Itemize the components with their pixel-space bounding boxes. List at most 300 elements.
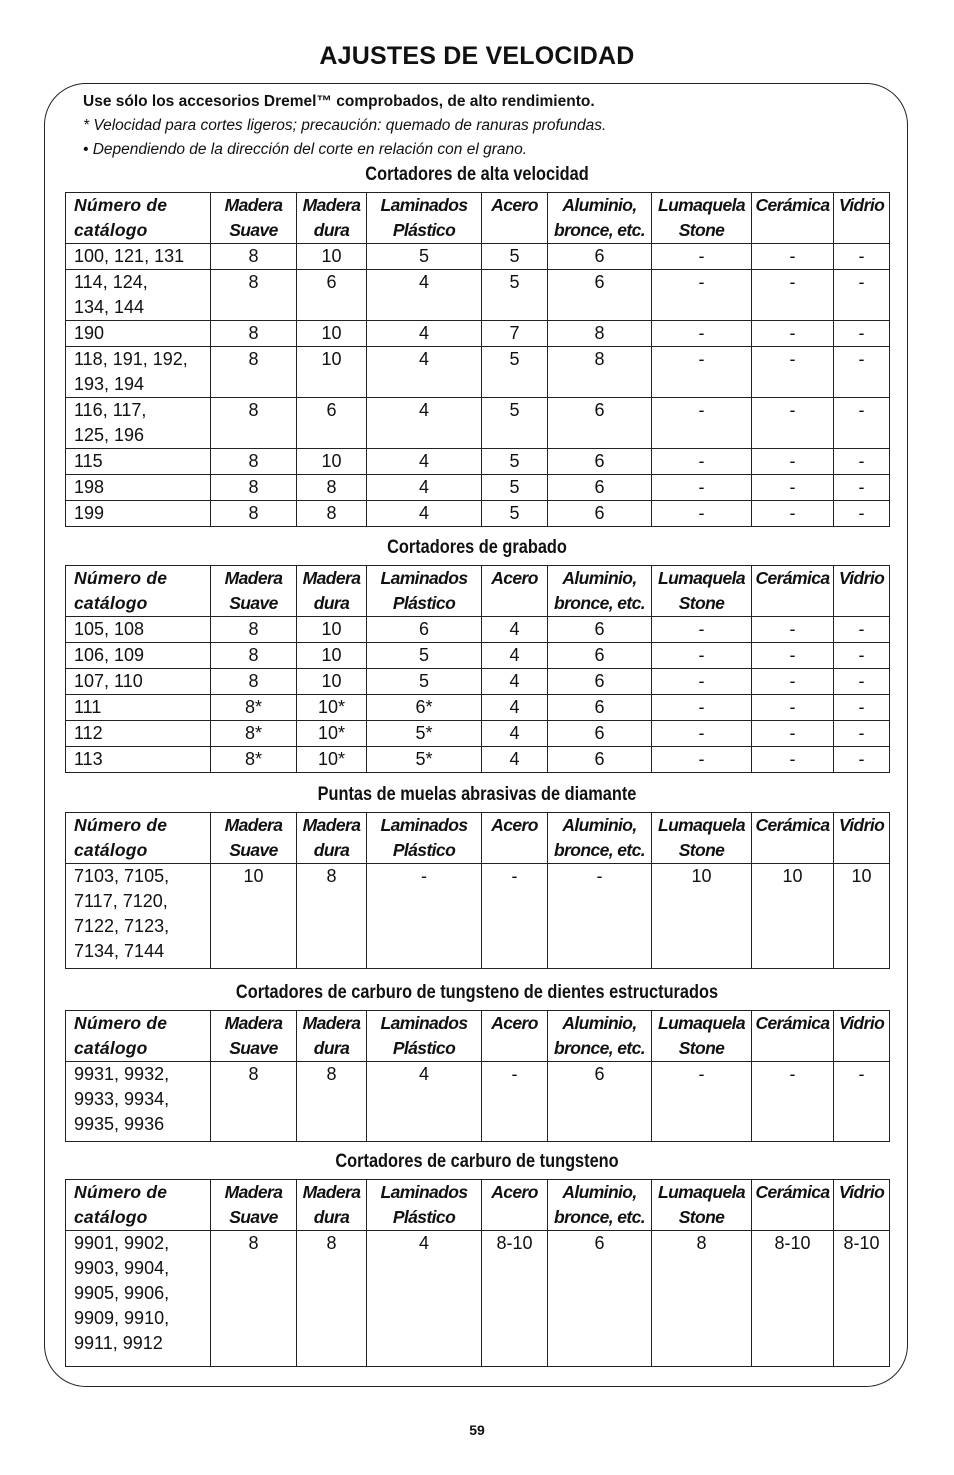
header-line: Número de — [74, 1013, 168, 1033]
catalog-number-line: 9911, 9912 — [74, 1333, 163, 1353]
header-line: Plástico — [392, 220, 456, 240]
header-line: Madera — [302, 1013, 361, 1033]
speed-cell-madera-dura: 8 — [297, 475, 367, 501]
catalog-cell — [66, 721, 211, 747]
header-acero — [482, 1011, 548, 1062]
table-row — [66, 643, 890, 669]
speed-cell-lumaquela-stone: - — [652, 449, 752, 475]
header-line — [752, 1036, 833, 1061]
speed-cell-aluminio-bronce: 6 — [548, 721, 652, 747]
speed-cell-laminados-plastico: 4 — [367, 475, 482, 501]
speed-cell-madera-dura: 10 — [297, 643, 367, 669]
speed-cell-aluminio-bronce: 6 — [548, 669, 652, 695]
speed-cell-madera-dura: 10 — [297, 449, 367, 475]
header-line — [482, 838, 547, 863]
speed-cell-acero: 7 — [482, 321, 548, 347]
header-line: Cerámica — [755, 815, 830, 835]
header-madera-dura — [297, 813, 367, 864]
header-line: dura — [313, 220, 350, 240]
speed-cell-lumaquela-stone: - — [652, 747, 752, 773]
table-row — [66, 321, 890, 347]
catalog-number-line: 114, 124, — [74, 272, 148, 292]
header-aluminio-bronce — [548, 1180, 652, 1231]
speed-cell-lumaquela-stone: - — [652, 244, 752, 270]
speed-cell-lumaquela-stone: 8 — [652, 1231, 752, 1367]
speed-cell-vidrio: - — [834, 617, 890, 643]
speed-cell-madera-suave: 8* — [211, 747, 297, 773]
header-laminados-plastico — [367, 1011, 482, 1062]
header-line: Suave — [229, 593, 278, 613]
table-row — [66, 244, 890, 270]
header-line: Madera — [224, 1182, 283, 1202]
speed-cell-vidrio: - — [834, 398, 890, 449]
speed-cell-madera-suave: 8 — [211, 643, 297, 669]
speed-cell-ceramica: - — [752, 747, 834, 773]
speed-cell-acero: 5 — [482, 475, 548, 501]
catalog-number-line: 7134, 7144 — [74, 941, 165, 961]
speed-cell-madera-suave: 10 — [211, 864, 297, 969]
catalog-number-line: 199 — [74, 503, 105, 523]
speed-cell-vidrio: - — [834, 721, 890, 747]
speed-cell-acero: 4 — [482, 695, 548, 721]
speed-cell-acero: - — [482, 1062, 548, 1142]
header-line: Laminados — [380, 1013, 468, 1033]
header-line: Plástico — [392, 1207, 456, 1227]
header-line: Laminados — [380, 195, 468, 215]
speed-cell-acero: 5 — [482, 244, 548, 270]
catalog-cell — [66, 617, 211, 643]
header-line: Suave — [229, 220, 278, 240]
header-line: dura — [313, 593, 350, 613]
header-vidrio — [834, 813, 890, 864]
header-catalog — [66, 193, 211, 244]
speed-section — [65, 1149, 889, 1367]
speed-cell-vidrio: 10 — [834, 864, 890, 969]
speed-cell-ceramica: - — [752, 321, 834, 347]
speed-cell-lumaquela-stone: - — [652, 347, 752, 398]
speed-cell-ceramica: - — [752, 617, 834, 643]
speed-cell-acero: 4 — [482, 747, 548, 773]
table-row — [66, 1231, 890, 1367]
speed-cell-lumaquela-stone: - — [652, 270, 752, 321]
speed-cell-aluminio-bronce: 6 — [548, 244, 652, 270]
catalog-number-line: 9933, 9934, — [74, 1089, 170, 1109]
catalog-number-line: 198 — [74, 477, 105, 497]
speed-table — [65, 812, 890, 969]
speed-cell-aluminio-bronce: 6 — [548, 617, 652, 643]
header-line: Suave — [229, 1207, 278, 1227]
header-ceramica — [752, 566, 834, 617]
speed-cell-acero: 4 — [482, 617, 548, 643]
header-line: Número de — [74, 1182, 168, 1202]
catalog-cell — [66, 449, 211, 475]
speed-cell-madera-dura: 10* — [297, 695, 367, 721]
header-line: Aluminio, — [562, 568, 637, 588]
catalog-number-line: 116, 117, — [74, 400, 147, 420]
speed-cell-vidrio: - — [834, 449, 890, 475]
speed-cell-lumaquela-stone: - — [652, 617, 752, 643]
catalog-cell — [66, 475, 211, 501]
catalog-number-line: 107, 110 — [74, 671, 143, 691]
header-line: Madera — [224, 1013, 283, 1033]
speed-cell-laminados-plastico: 5 — [367, 244, 482, 270]
speed-cell-acero: 5 — [482, 270, 548, 321]
header-catalog — [66, 566, 211, 617]
header-line — [834, 218, 889, 243]
speed-cell-aluminio-bronce: - — [548, 864, 652, 969]
speed-cell-ceramica: 10 — [752, 864, 834, 969]
header-line: Laminados — [380, 815, 468, 835]
header-line: Madera — [224, 568, 283, 588]
speed-cell-laminados-plastico: 5 — [367, 643, 482, 669]
speed-cell-laminados-plastico: 4 — [367, 398, 482, 449]
header-line: dura — [313, 840, 350, 860]
catalog-number-line: 113 — [74, 749, 103, 769]
catalog-number-line: 100, 121, 131 — [74, 246, 185, 266]
speed-cell-aluminio-bronce: 6 — [548, 449, 652, 475]
header-line: Acero — [491, 568, 538, 588]
header-madera-dura — [297, 1180, 367, 1231]
header-line — [834, 591, 889, 616]
speed-cell-ceramica: - — [752, 721, 834, 747]
speed-cell-vidrio: - — [834, 501, 890, 527]
speed-cell-aluminio-bronce: 8 — [548, 321, 652, 347]
speed-cell-madera-dura: 10* — [297, 721, 367, 747]
header-ceramica — [752, 1180, 834, 1231]
header-line: Lumaquela — [658, 815, 745, 835]
speed-section — [65, 980, 889, 1142]
speed-cell-vidrio: - — [834, 669, 890, 695]
header-line: Stone — [678, 840, 725, 860]
catalog-number-line: 118, 191, 192, — [74, 349, 188, 369]
header-line: Cerámica — [755, 568, 830, 588]
usage-notes — [83, 90, 903, 162]
catalog-number-line: 9931, 9932, — [74, 1064, 170, 1084]
header-vidrio — [834, 193, 890, 244]
header-line: Lumaquela — [658, 568, 745, 588]
header-lumaquela-stone — [652, 566, 752, 617]
speed-cell-ceramica: - — [752, 669, 834, 695]
catalog-cell — [66, 643, 211, 669]
catalog-number-line: 134, 144 — [74, 297, 145, 317]
speed-cell-ceramica: - — [752, 398, 834, 449]
speed-cell-madera-suave: 8 — [211, 347, 297, 398]
speed-cell-laminados-plastico: 4 — [367, 347, 482, 398]
header-line: Aluminio, — [562, 1182, 637, 1202]
catalog-cell — [66, 669, 211, 695]
header-madera-suave — [211, 566, 297, 617]
header-line — [482, 1036, 547, 1061]
header-line: Madera — [302, 568, 361, 588]
speed-cell-ceramica: - — [752, 449, 834, 475]
speed-cell-laminados-plastico: 5* — [367, 747, 482, 773]
speed-cell-acero: 5 — [482, 501, 548, 527]
speed-cell-madera-suave: 8 — [211, 475, 297, 501]
header-line — [834, 1205, 889, 1230]
header-line: Vidrio — [838, 195, 885, 215]
catalog-number-line: 193, 194 — [74, 374, 145, 394]
table-row — [66, 695, 890, 721]
header-line: Plástico — [392, 593, 456, 613]
section-title: Cortadores de grabado — [387, 537, 567, 558]
header-madera-suave — [211, 813, 297, 864]
header-ceramica — [752, 813, 834, 864]
header-line: Stone — [678, 1038, 725, 1058]
speed-cell-madera-dura: 10 — [297, 347, 367, 398]
header-ceramica — [752, 193, 834, 244]
header-line: Lumaquela — [658, 1182, 745, 1202]
header-line: Stone — [678, 1207, 725, 1227]
speed-cell-ceramica: 8-10 — [752, 1231, 834, 1367]
speed-cell-aluminio-bronce: 6 — [548, 695, 652, 721]
header-laminados-plastico — [367, 813, 482, 864]
speed-cell-madera-suave: 8 — [211, 321, 297, 347]
catalog-cell — [66, 747, 211, 773]
speed-cell-aluminio-bronce: 6 — [548, 475, 652, 501]
header-line: bronce, etc. — [553, 1207, 646, 1227]
table-row — [66, 347, 890, 398]
speed-cell-madera-dura: 6 — [297, 398, 367, 449]
catalog-cell — [66, 1231, 211, 1367]
speed-cell-acero: 5 — [482, 398, 548, 449]
speed-cell-ceramica: - — [752, 501, 834, 527]
catalog-number-line: 7122, 7123, — [74, 916, 170, 936]
speed-cell-laminados-plastico: 4 — [367, 501, 482, 527]
speed-cell-lumaquela-stone: - — [652, 398, 752, 449]
speed-cell-vidrio: - — [834, 321, 890, 347]
speed-cell-lumaquela-stone: - — [652, 501, 752, 527]
header-line: bronce, etc. — [553, 1038, 646, 1058]
catalog-cell — [66, 864, 211, 969]
header-line — [752, 218, 833, 243]
header-row — [66, 193, 890, 244]
speed-cell-lumaquela-stone: - — [652, 321, 752, 347]
header-line: Aluminio, — [562, 815, 637, 835]
header-line: Laminados — [380, 568, 468, 588]
catalog-number-line: 105, 108 — [74, 619, 145, 639]
header-laminados-plastico — [367, 566, 482, 617]
header-lumaquela-stone — [652, 1180, 752, 1231]
speed-cell-laminados-plastico: - — [367, 864, 482, 969]
catalog-cell — [66, 270, 211, 321]
speed-table — [65, 192, 890, 527]
catalog-cell — [66, 398, 211, 449]
header-line: Madera — [302, 195, 361, 215]
header-line — [752, 591, 833, 616]
catalog-cell — [66, 347, 211, 398]
speed-table — [65, 1010, 890, 1142]
speed-section — [65, 535, 889, 773]
speed-cell-laminados-plastico: 4 — [367, 270, 482, 321]
section-title: Cortadores de carburo de tungsteno — [335, 1151, 619, 1172]
header-line: Número de — [74, 568, 168, 588]
table-row — [66, 398, 890, 449]
header-line — [752, 1205, 833, 1230]
speed-cell-madera-dura: 10 — [297, 617, 367, 643]
catalog-number-line: 9905, 9906, — [74, 1283, 170, 1303]
table-row — [66, 864, 890, 969]
note-dremel-accessories: Use sólo los accesorios Dremel™ comprobados, de alto rendimiento. — [83, 93, 595, 110]
table-row — [66, 617, 890, 643]
table-row — [66, 501, 890, 527]
section-title: Cortadores de alta velocidad — [365, 164, 589, 185]
header-line: Lumaquela — [658, 195, 745, 215]
header-row — [66, 813, 890, 864]
catalog-number-line: 106, 109 — [74, 645, 145, 665]
speed-cell-madera-suave: 8 — [211, 1062, 297, 1142]
header-line: catálogo — [74, 1038, 148, 1058]
speed-section — [65, 162, 889, 527]
speed-cell-lumaquela-stone: - — [652, 643, 752, 669]
header-line: Madera — [224, 815, 283, 835]
speed-cell-madera-dura: 8 — [297, 1231, 367, 1367]
speed-cell-laminados-plastico: 5* — [367, 721, 482, 747]
header-line: Acero — [491, 195, 538, 215]
speed-cell-aluminio-bronce: 8 — [548, 347, 652, 398]
header-line: Vidrio — [838, 568, 885, 588]
speed-cell-acero: 4 — [482, 721, 548, 747]
speed-cell-acero: 4 — [482, 669, 548, 695]
speed-cell-ceramica: - — [752, 347, 834, 398]
speed-cell-madera-suave: 8 — [211, 669, 297, 695]
header-line: Plástico — [392, 840, 456, 860]
speed-cell-vidrio: - — [834, 695, 890, 721]
speed-cell-aluminio-bronce: 6 — [548, 1231, 652, 1367]
header-madera-suave — [211, 1011, 297, 1062]
header-catalog — [66, 1180, 211, 1231]
speed-cell-madera-dura: 8 — [297, 1062, 367, 1142]
speed-cell-laminados-plastico: 4 — [367, 1062, 482, 1142]
table-row — [66, 721, 890, 747]
header-line: Madera — [302, 1182, 361, 1202]
header-acero — [482, 193, 548, 244]
speed-cell-laminados-plastico: 6 — [367, 617, 482, 643]
header-lumaquela-stone — [652, 1011, 752, 1062]
speed-cell-vidrio: - — [834, 643, 890, 669]
header-madera-suave — [211, 1180, 297, 1231]
speed-cell-madera-suave: 8 — [211, 449, 297, 475]
section-title: Cortadores de carburo de tungsteno de dientes estructurados — [235, 982, 719, 1003]
speed-cell-laminados-plastico: 5 — [367, 669, 482, 695]
header-line: Cerámica — [755, 195, 830, 215]
speed-cell-lumaquela-stone: - — [652, 1062, 752, 1142]
speed-cell-ceramica: - — [752, 1062, 834, 1142]
speed-cell-acero: 4 — [482, 643, 548, 669]
header-line: Lumaquela — [658, 1013, 745, 1033]
header-line: Número de — [74, 195, 168, 215]
header-line — [482, 218, 547, 243]
table-row — [66, 1062, 890, 1142]
page-number: 59 — [469, 1422, 485, 1438]
header-line: catálogo — [74, 840, 148, 860]
header-aluminio-bronce — [548, 1011, 652, 1062]
header-line — [752, 838, 833, 863]
header-line: Acero — [491, 815, 538, 835]
speed-cell-lumaquela-stone: - — [652, 721, 752, 747]
table-row — [66, 747, 890, 773]
catalog-number-line: 9901, 9902, — [74, 1233, 170, 1253]
catalog-number-line: 7117, 7120, — [74, 891, 168, 911]
speed-cell-vidrio: - — [834, 1062, 890, 1142]
speed-cell-madera-suave: 8 — [211, 617, 297, 643]
speed-cell-madera-dura: 10* — [297, 747, 367, 773]
header-acero — [482, 1180, 548, 1231]
header-aluminio-bronce — [548, 813, 652, 864]
speed-cell-madera-suave: 8 — [211, 398, 297, 449]
catalog-number-line: 9935, 9936 — [74, 1114, 165, 1134]
catalog-number-line: 9903, 9904, — [74, 1258, 170, 1278]
header-line: Madera — [302, 815, 361, 835]
speed-cell-aluminio-bronce: 6 — [548, 398, 652, 449]
header-line: Suave — [229, 840, 278, 860]
catalog-cell — [66, 501, 211, 527]
header-row — [66, 1180, 890, 1231]
header-line: Stone — [678, 593, 725, 613]
speed-section — [65, 782, 889, 969]
header-line: Vidrio — [838, 1013, 885, 1033]
header-lumaquela-stone — [652, 193, 752, 244]
speed-cell-acero: - — [482, 864, 548, 969]
speed-cell-madera-dura: 8 — [297, 501, 367, 527]
speed-cell-ceramica: - — [752, 695, 834, 721]
header-line: Madera — [224, 195, 283, 215]
header-laminados-plastico — [367, 193, 482, 244]
catalog-number-line: 115 — [74, 451, 103, 471]
header-line: Acero — [491, 1013, 538, 1033]
speed-cell-aluminio-bronce: 6 — [548, 747, 652, 773]
speed-cell-lumaquela-stone: - — [652, 695, 752, 721]
catalog-number-line: 125, 196 — [74, 425, 145, 445]
speed-table — [65, 1179, 890, 1367]
header-line — [834, 1036, 889, 1061]
header-vidrio — [834, 1180, 890, 1231]
header-madera-dura — [297, 193, 367, 244]
table-row — [66, 270, 890, 321]
catalog-number-line: 111 — [74, 697, 102, 717]
header-madera-dura — [297, 1011, 367, 1062]
header-lumaquela-stone — [652, 813, 752, 864]
speed-cell-laminados-plastico: 6* — [367, 695, 482, 721]
catalog-cell — [66, 321, 211, 347]
speed-cell-vidrio: - — [834, 244, 890, 270]
header-line: Número de — [74, 815, 168, 835]
table-row — [66, 475, 890, 501]
header-laminados-plastico — [367, 1180, 482, 1231]
header-line: bronce, etc. — [553, 593, 646, 613]
header-line: Vidrio — [838, 1182, 885, 1202]
catalog-number-line: 7103, 7105, — [74, 866, 170, 886]
speed-cell-acero: 5 — [482, 449, 548, 475]
speed-cell-madera-dura: 8 — [297, 864, 367, 969]
speed-cell-ceramica: - — [752, 270, 834, 321]
header-line — [482, 591, 547, 616]
header-line — [482, 1205, 547, 1230]
catalog-number-line: 190 — [74, 323, 105, 343]
speed-cell-vidrio: - — [834, 270, 890, 321]
header-line: Stone — [678, 220, 725, 240]
header-line: catálogo — [74, 220, 148, 240]
speed-cell-madera-suave: 8 — [211, 1231, 297, 1367]
header-line: Aluminio, — [562, 1013, 637, 1033]
speed-cell-ceramica: - — [752, 643, 834, 669]
speed-cell-madera-suave: 8 — [211, 501, 297, 527]
speed-cell-madera-dura: 10 — [297, 321, 367, 347]
header-line: dura — [313, 1038, 350, 1058]
header-vidrio — [834, 1011, 890, 1062]
table-row — [66, 669, 890, 695]
speed-cell-ceramica: - — [752, 244, 834, 270]
header-line: dura — [313, 1207, 350, 1227]
